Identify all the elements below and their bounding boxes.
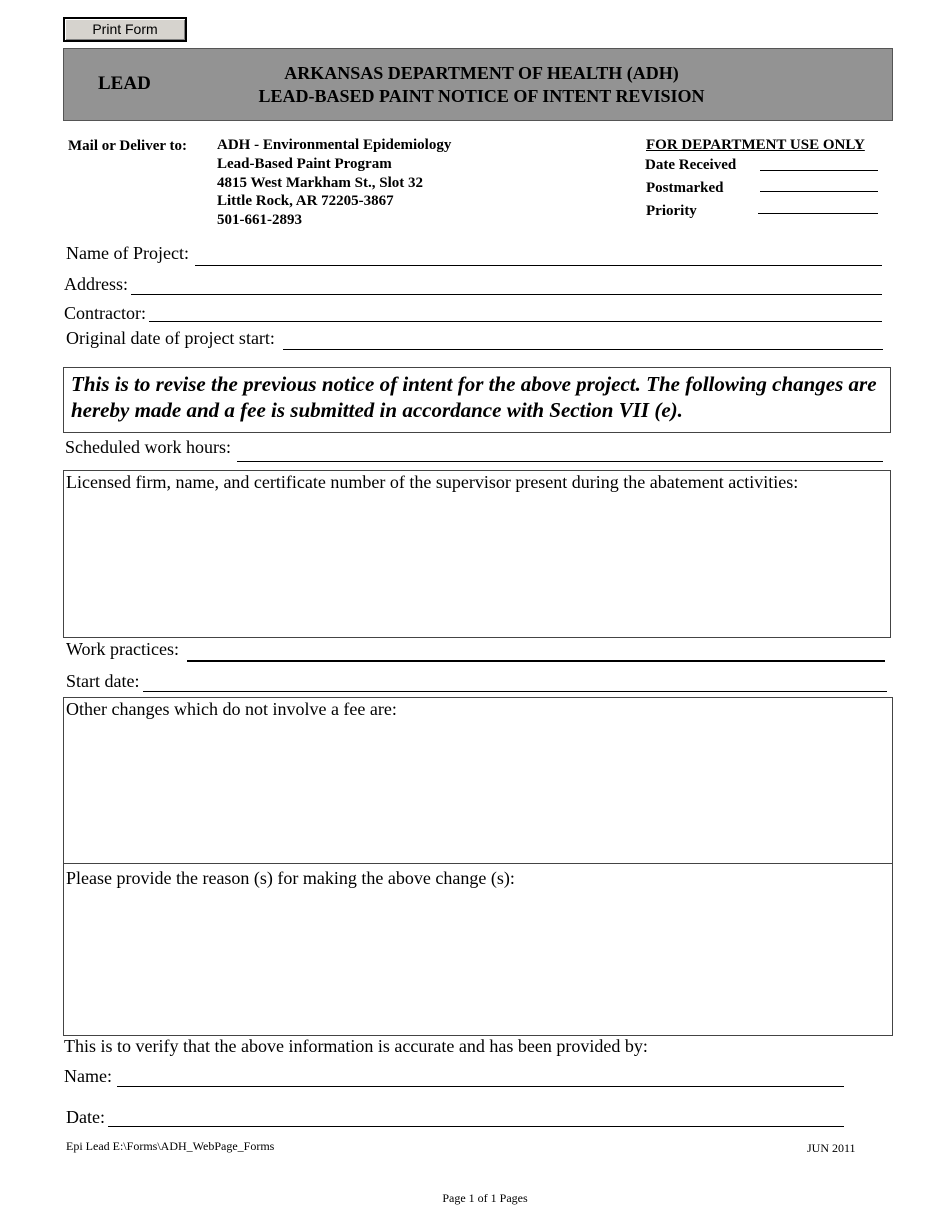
contractor-field[interactable] [149, 321, 882, 322]
mail-to-label: Mail or Deliver to: [68, 138, 187, 154]
footer-revision-date: JUN 2011 [807, 1141, 856, 1155]
header-title-line1: ARKANSAS DEPARTMENT OF HEALTH (ADH) [284, 63, 679, 83]
revision-notice-box [63, 367, 891, 433]
priority-line [758, 213, 878, 214]
verify-statement: This is to verify that the above information is accurate and has been provided by: [64, 1036, 648, 1056]
work-practices-field[interactable] [187, 660, 885, 662]
verify-date-field[interactable] [108, 1126, 844, 1127]
revision-notice-text: This is to revise the previous notice of intent for the above project. The following changes are hereby made and a fee is submitted in accordance with Section VII (e). [71, 372, 877, 422]
date-received-line [760, 170, 878, 171]
header-lead-label: LEAD [98, 73, 151, 94]
address-field[interactable] [131, 294, 882, 295]
footer-page-number: Page 1 of 1 Pages [442, 1191, 528, 1205]
work-practices-label: Work practices: [66, 639, 180, 659]
original-start-label: Original date of project start: [66, 328, 275, 348]
address-line: 4815 West Markham St., Slot 32 [217, 175, 423, 191]
scheduled-hours-label: Scheduled work hours: [65, 437, 231, 457]
header-title-line2: LEAD-BASED PAINT NOTICE OF INTENT REVISION [258, 86, 705, 106]
other-changes-box[interactable] [63, 697, 893, 864]
footer-file-path: Epi Lead E:\Forms\ADH_WebPage_Forms [66, 1139, 275, 1153]
postmarked-line [760, 191, 878, 192]
department-use-title: FOR DEPARTMENT USE ONLY [646, 137, 865, 153]
form-header [63, 48, 893, 121]
contractor-label: Contractor: [64, 303, 146, 323]
address-line: ADH - Environmental Epidemiology [217, 137, 452, 153]
scheduled-hours-field[interactable] [237, 461, 883, 462]
verify-name-label: Name: [64, 1066, 112, 1086]
licensed-firm-box[interactable] [63, 470, 891, 638]
original-start-field[interactable] [283, 349, 883, 350]
address-line: Lead-Based Paint Program [217, 156, 392, 172]
verify-date-label: Date: [66, 1107, 105, 1127]
address-line: Little Rock, AR 72205-3867 [217, 193, 394, 209]
address-line: 501-661-2893 [217, 212, 302, 228]
postmarked-label: Postmarked [646, 180, 724, 196]
reasons-label: Please provide the reason (s) for making the above change (s): [66, 868, 515, 888]
date-received-label: Date Received [645, 157, 737, 173]
start-date-label: Start date: [66, 671, 140, 691]
reasons-box[interactable] [63, 863, 893, 1036]
other-changes-label: Other changes which do not involve a fee are: [66, 699, 397, 719]
priority-label: Priority [646, 203, 697, 219]
project-name-field[interactable] [195, 265, 882, 266]
start-date-field[interactable] [143, 691, 887, 692]
print-form-button[interactable]: Print Form [63, 17, 187, 42]
project-name-label: Name of Project: [66, 243, 189, 263]
licensed-firm-label: Licensed firm, name, and certificate number of the supervisor present during the abatement activities: [66, 472, 799, 492]
verify-name-field[interactable] [117, 1086, 844, 1087]
address-label: Address: [64, 274, 128, 294]
